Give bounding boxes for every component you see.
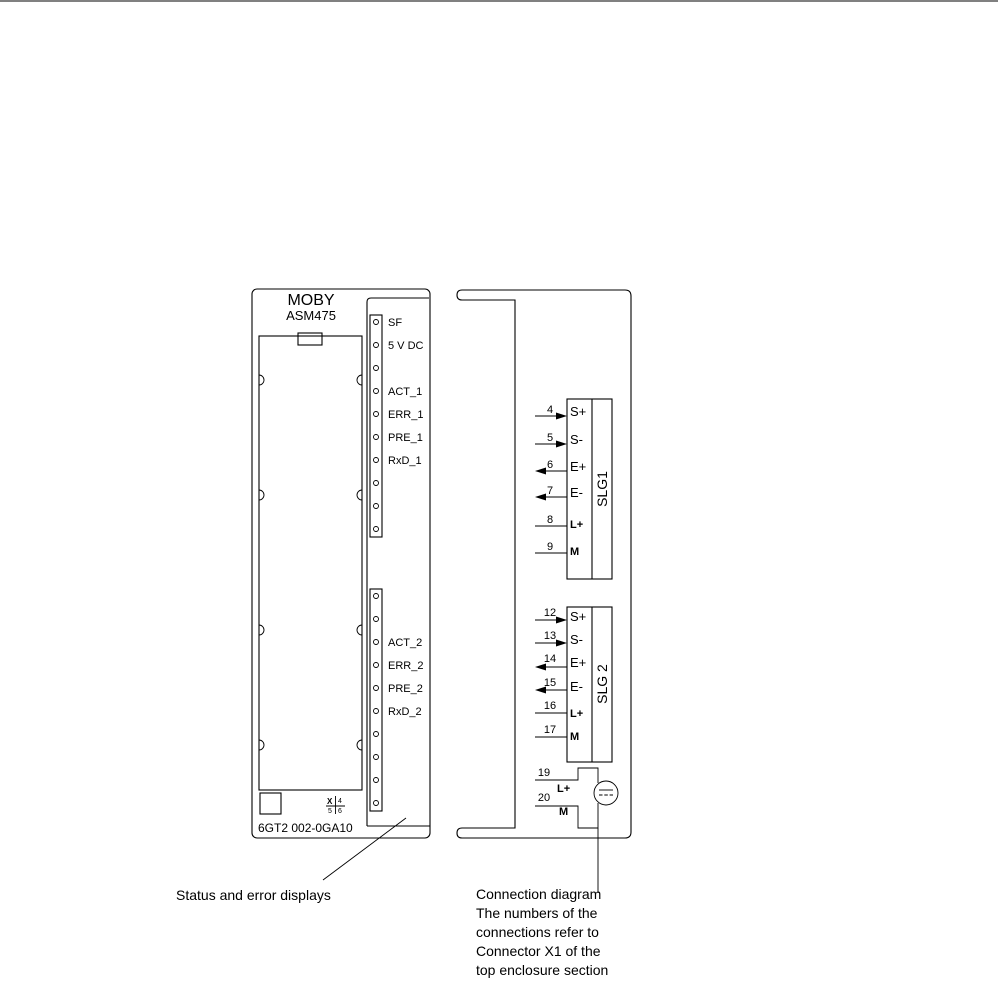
connector-slg1 <box>535 399 612 579</box>
led-indicator <box>374 617 379 622</box>
led-indicator <box>374 527 379 532</box>
led-indicator <box>374 755 379 760</box>
pin-signal: S- <box>570 632 583 647</box>
module-model: ASM475 <box>286 308 336 323</box>
arrow-right-icon <box>556 413 567 420</box>
pin-number: 6 <box>546 459 554 471</box>
pin-signal: S+ <box>570 609 587 624</box>
pin-number: 13 <box>543 630 557 642</box>
callout-line: Connector X1 of the <box>476 943 601 959</box>
coding-square <box>260 793 281 814</box>
led-indicator <box>374 686 379 691</box>
pin-signal: M <box>559 806 569 818</box>
led-indicator <box>374 389 379 394</box>
pin-number: 5 <box>546 432 554 444</box>
notch <box>357 375 362 385</box>
callout-line: connections refer to <box>476 924 599 940</box>
led-indicator <box>374 594 379 599</box>
connector-slg2 <box>535 607 612 762</box>
led-label-act1: ACT_1 <box>388 386 423 398</box>
connector-slg1-name: SLG1 <box>594 471 610 507</box>
led-indicator <box>374 366 379 371</box>
slot-marking-bottom-left: 5 <box>328 808 332 815</box>
pin-signal: S- <box>570 432 583 447</box>
led-indicator <box>374 435 379 440</box>
power-supply-connection <box>535 767 618 828</box>
led-label-act2: ACT_2 <box>388 637 423 649</box>
arrow-right-icon <box>556 441 567 448</box>
led-label-sf: SF <box>388 317 403 329</box>
led-label-rxd1: RxD_1 <box>388 455 422 467</box>
arrow-right-icon <box>556 617 567 624</box>
dc-supply-icon <box>594 781 618 805</box>
pin-signal: E+ <box>570 655 587 670</box>
slot-marking-letter: X <box>327 797 333 806</box>
notch <box>357 490 362 500</box>
label-clip <box>298 333 322 345</box>
notch <box>259 625 264 635</box>
led-indicator <box>374 504 379 509</box>
side-view-outline <box>457 290 631 838</box>
pin-signal: E+ <box>570 459 587 474</box>
pin-number: 20 <box>537 792 551 804</box>
pin-number: 9 <box>546 541 554 553</box>
led-label-err1: ERR_1 <box>388 409 424 421</box>
slot-marking-bottom-right: 6 <box>338 808 342 815</box>
dc-supply-circle <box>594 781 618 805</box>
callout-line: The numbers of the <box>476 905 598 921</box>
notch <box>259 490 264 500</box>
pin-signal: S+ <box>570 404 587 419</box>
pin-number: 17 <box>543 724 557 736</box>
pin-signal: L+ <box>570 519 584 531</box>
led-group-lower <box>370 589 423 811</box>
led-indicator <box>374 458 379 463</box>
arrow-left-icon <box>535 494 546 501</box>
arrow-right-icon <box>556 640 567 647</box>
pin-number: 8 <box>546 514 554 526</box>
led-indicator <box>374 640 379 645</box>
side-view <box>457 290 631 838</box>
pin-signal: L+ <box>570 708 584 720</box>
notch <box>259 375 264 385</box>
arrow-left-icon <box>535 468 546 475</box>
pin-signal: M <box>570 546 580 558</box>
led-column-frame <box>367 298 429 826</box>
order-number: 6GT2 002-0GA10 <box>258 821 353 835</box>
led-group-upper <box>370 315 424 537</box>
led-label-err2: ERR_2 <box>388 660 424 672</box>
callout-line: Connection diagram <box>476 886 602 902</box>
label-strip-area <box>259 336 362 790</box>
pin-signal: M <box>570 731 580 743</box>
pin-signal: L+ <box>557 783 571 795</box>
pin-number: 12 <box>543 607 557 619</box>
pin-number: 14 <box>543 653 557 665</box>
notch <box>357 625 362 635</box>
slot-marking-top: 4 <box>338 798 342 805</box>
front-panel-outline <box>252 289 430 838</box>
pin-number: 16 <box>543 700 557 712</box>
led-label-pre2: PRE_2 <box>388 683 423 695</box>
led-indicator <box>374 343 379 348</box>
notch <box>357 740 362 750</box>
callout-line: top enclosure section <box>476 962 609 978</box>
pin-signal: E- <box>570 485 583 500</box>
led-label-rxd2: RxD_2 <box>388 706 422 718</box>
led-indicator <box>374 320 379 325</box>
module-brand: MOBY <box>287 292 335 309</box>
slot-marking <box>326 796 345 815</box>
label-strip-notches <box>259 375 362 750</box>
led-indicator <box>374 663 379 668</box>
led-label-5vdc: 5 V DC <box>388 340 424 352</box>
pin-number: 7 <box>546 485 554 497</box>
led-label-pre1: PRE_1 <box>388 432 423 444</box>
led-indicator <box>374 412 379 417</box>
pin-signal: E- <box>570 679 583 694</box>
callout-status-displays: Status and error displays <box>176 887 331 903</box>
pin-number: 19 <box>537 767 551 779</box>
led-indicator <box>374 732 379 737</box>
led-indicator <box>374 778 379 783</box>
front-panel <box>252 289 430 838</box>
pin-number: 4 <box>546 404 554 416</box>
connector-slg2-name: SLG 2 <box>594 664 610 704</box>
callout-connection-diagram <box>476 886 608 978</box>
led-indicator <box>374 801 379 806</box>
pin-number: 15 <box>543 677 557 689</box>
led-indicator <box>374 709 379 714</box>
notch <box>259 740 264 750</box>
led-indicator <box>374 481 379 486</box>
